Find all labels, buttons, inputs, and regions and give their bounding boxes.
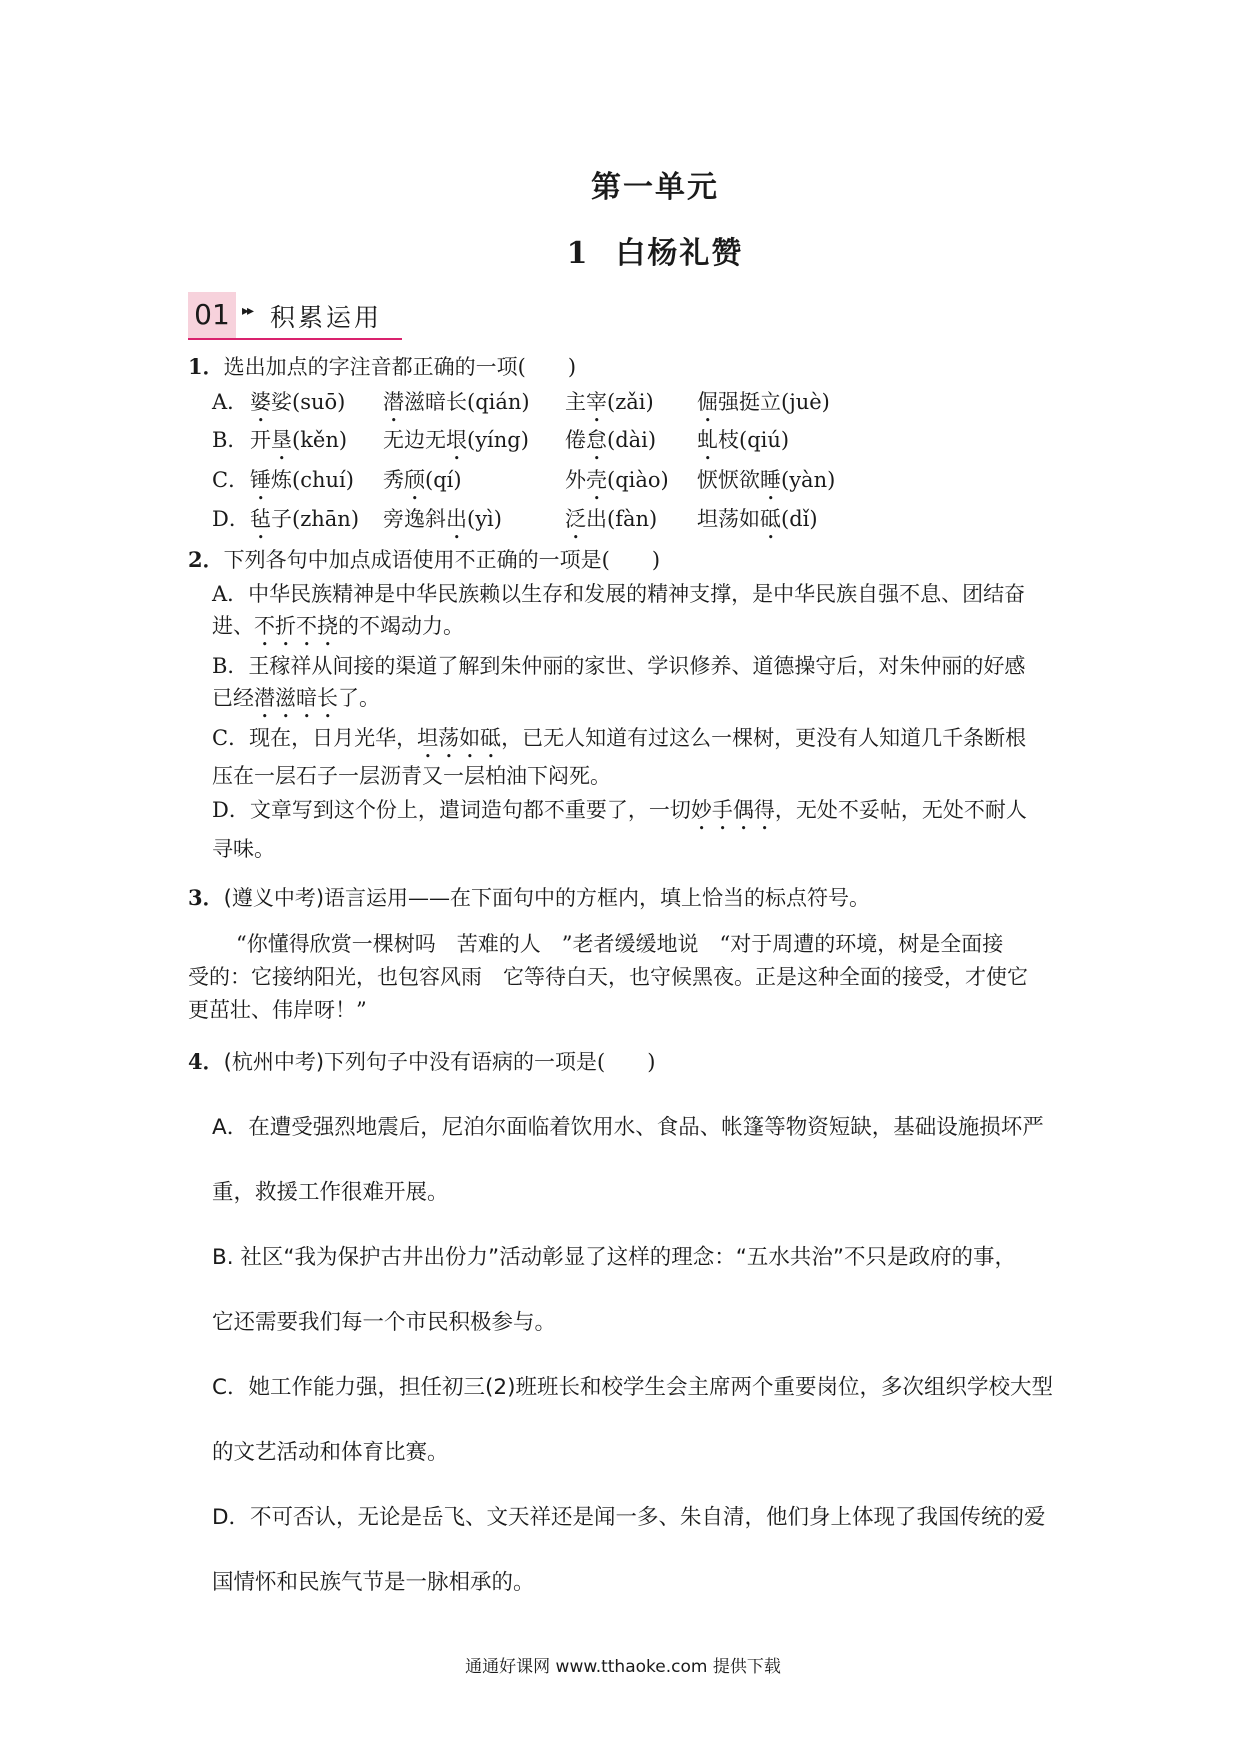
question-1-option-term: 坦荡如砥(dǐ) xyxy=(697,507,818,531)
question-1-option-term: 秀颀(qí) xyxy=(383,468,462,492)
question-1-option-letter: A． xyxy=(212,390,249,414)
question-1-option-letter: C． xyxy=(212,468,250,492)
question-1-option-term: 倔强挺立(juè) xyxy=(697,390,830,414)
question-3-passage-line1: “你懂得欣赏一棵树吗 苦难的人 ”老者缓缓地说 “对于周遭的环境，树是全面接 xyxy=(236,932,1004,956)
question-2-option-b-line2: 已经潜滋暗长了。 xyxy=(212,686,380,710)
question-4-option-c-line2: 的文艺活动和体育比赛。 xyxy=(212,1440,449,1465)
question-1-option-term: 无边无垠(yíng) xyxy=(383,428,529,452)
question-1-option-term: 倦怠(dài) xyxy=(565,428,657,452)
question-4-option-b-line1: B. 社区“我为保护古井出份力”活动彰显了这样的理念：“五水共治”不只是政府的事， xyxy=(212,1245,1016,1270)
question-1-option-term: 开垦(kěn) xyxy=(250,428,348,452)
question-1-option-term: 泛出(fàn) xyxy=(565,507,658,531)
question-2-option-b-line1: B．王稼祥从间接的渠道了解到朱仲丽的家世、学识修养、道德操守后，对朱仲丽的好感 xyxy=(212,654,1026,678)
question-1-option-term: 毡子(zhān) xyxy=(250,507,360,531)
question-1-stem: 1．选出加点的字注音都正确的一项( ) xyxy=(188,354,577,379)
question-1-option-term: 旁逸斜出(yì) xyxy=(383,507,502,531)
question-4-option-c-line1: C．她工作能力强，担任初三(2)班班长和校学生会主席两个重要岗位，多次组织学校大型 xyxy=(212,1375,1053,1400)
question-4-option-a-line2: 重，救援工作很难开展。 xyxy=(212,1180,449,1205)
question-4-option-d-line2: 国情怀和民族气节是一脉相承的。 xyxy=(212,1570,535,1595)
question-2-stem: 2．下列各句中加点成语使用不正确的一项是( ) xyxy=(188,547,661,572)
question-4-option-d-line1: D．不可否认，无论是岳飞、文天祥还是闻一多、朱自清，他们身上体现了我国传统的爱 xyxy=(212,1505,1046,1530)
question-1-option-term: 恹恹欲睡(yàn) xyxy=(697,468,836,492)
question-1-option-term: 虬枝(qiú) xyxy=(697,428,790,452)
question-1-option-letter: D． xyxy=(212,507,250,531)
section-label: 积累运用 xyxy=(270,303,383,332)
lesson-name: 白杨礼赞 xyxy=(615,236,744,271)
question-3-passage-line3: 更茁壮、伟岸呀！” xyxy=(188,998,367,1022)
question-1-option-term: 外壳(qiào) xyxy=(565,468,669,492)
question-3-stem: 3．(遵义中考)语言运用——在下面句中的方框内，填上恰当的标点符号。 xyxy=(188,885,871,910)
question-1-option-term: 潜滋暗长(qián) xyxy=(383,390,530,414)
page-footer: 通通好课网 www.tthaoke.com 提供下载 xyxy=(465,1657,781,1677)
section-number: 01 xyxy=(188,292,236,338)
question-4-stem: 4．(杭州中考)下列句子中没有语病的一项是( ) xyxy=(188,1049,656,1074)
question-2-option-d-line1: D．文章写到这个份上，遣词造句都不重要了，一切妙手偶得，无处不妥帖，无处不耐人 xyxy=(212,798,1027,822)
section-header xyxy=(188,292,402,340)
lesson-title xyxy=(0,228,1240,272)
question-2-option-d-line2: 寻味。 xyxy=(212,837,275,861)
question-1-option-term: 主宰(zǎi) xyxy=(565,390,654,414)
question-3-passage-line2: 受的：它接纳阳光，也包容风雨 它等待白天，也守候黑夜。正是这种全面的接受，才使它 xyxy=(188,965,1028,989)
question-4-option-b-line2: 它还需要我们每一个市民积极参与。 xyxy=(212,1310,557,1335)
question-2-option-a-line2: 进、不折不挠的不竭动力。 xyxy=(212,614,464,638)
question-1-option-term: 婆娑(suō) xyxy=(250,390,346,414)
question-1-option-term: 锤炼(chuí) xyxy=(250,468,354,492)
double-arrow-icon: ▸▸ xyxy=(242,303,253,319)
question-2-option-c-line2: 压在一层石子一层沥青又一层柏油下闷死。 xyxy=(212,764,611,788)
question-2-option-a-line1: A．中华民族精神是中华民族赖以生存和发展的精神支撑，是中华民族自强不息、团结奋 xyxy=(212,582,1026,606)
question-4-option-a-line1: A．在遭受强烈地震后，尼泊尔面临着饮用水、食品、帐篷等物资短缺，基础设施损坏严 xyxy=(212,1115,1044,1140)
lesson-number: 1 xyxy=(566,236,590,271)
question-2-option-c-line1: C．现在，日月光华，坦荡如砥，已无人知道有过这么一棵树，更没有人知道几千条断根 xyxy=(212,726,1027,750)
unit-title: 第一单元 xyxy=(591,170,719,205)
question-1-option-letter: B． xyxy=(212,428,249,452)
